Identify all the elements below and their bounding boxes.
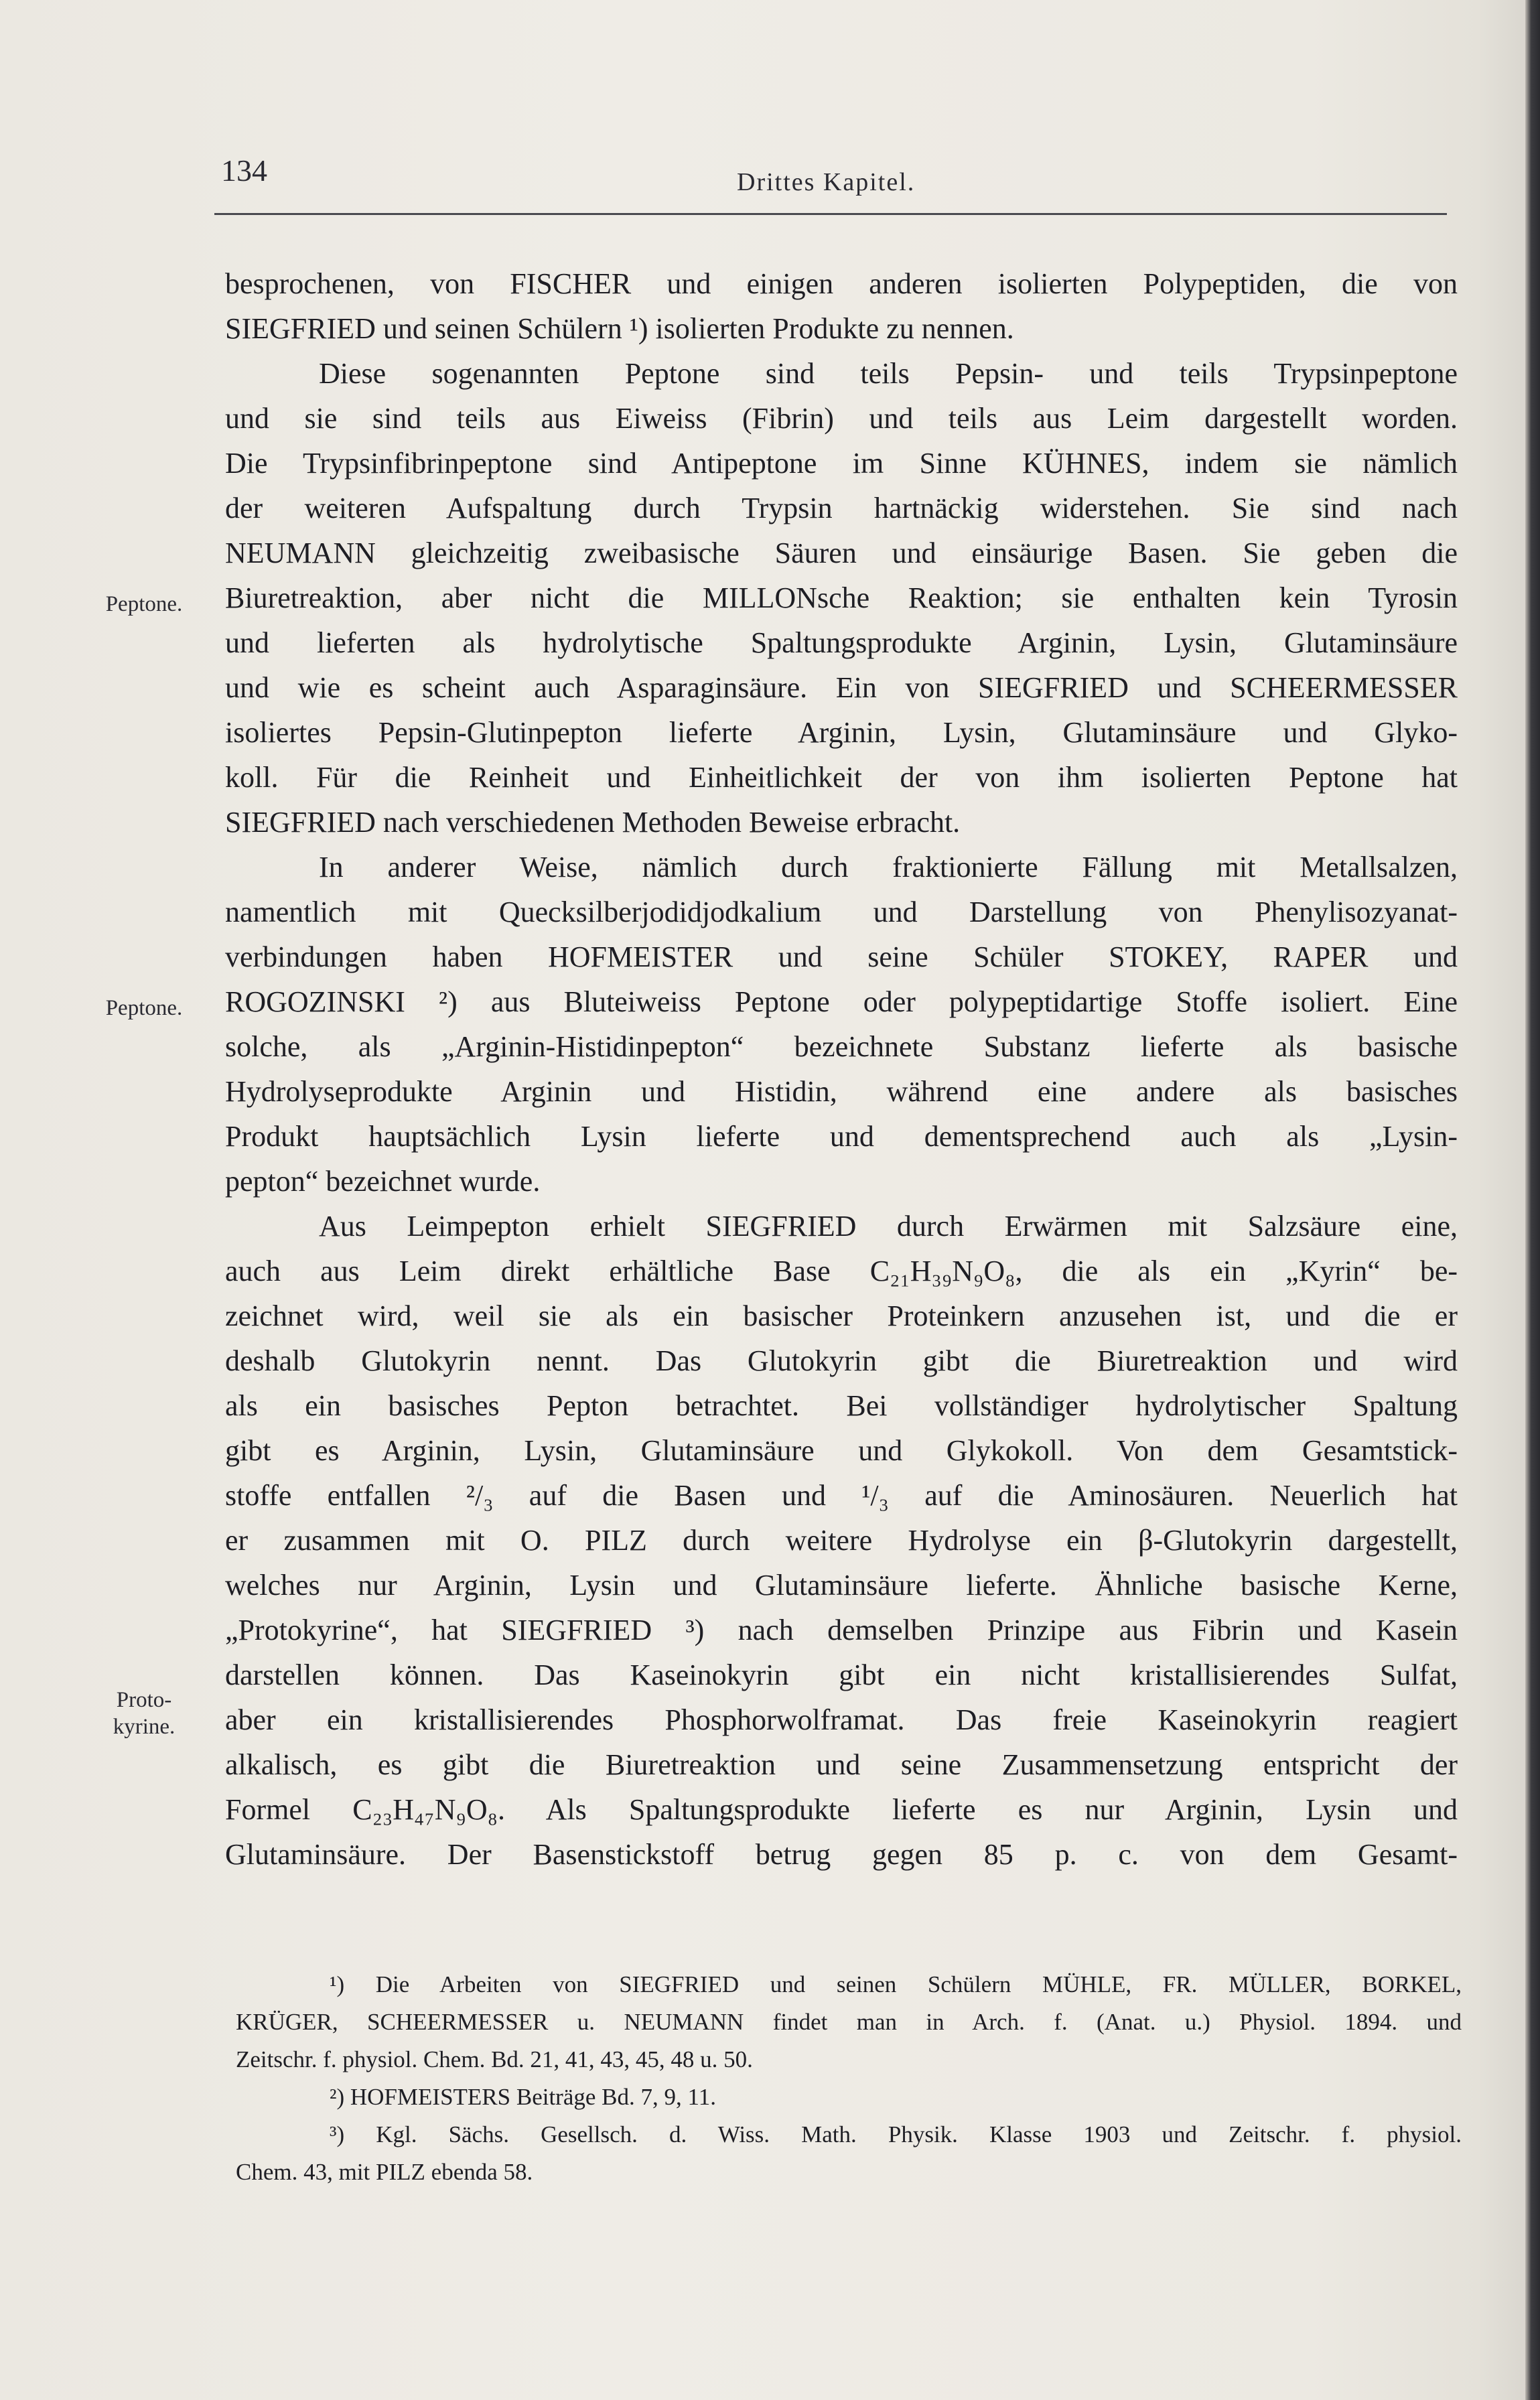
footnote-line: ¹) Die Arbeiten von SIEGFRIED und seinen Schülern MÜHLE, FR. MÜLLER, BORKEL, xyxy=(330,1971,1462,1997)
body-line: isoliertes Pepsin-Glutinpepton lieferte Arginin, Lysin, Glutaminsäure und Glyko- xyxy=(225,716,1458,749)
body-line: SIEGFRIED nach verschiedenen Methoden Beweise erbracht. xyxy=(225,806,961,839)
footnote-line: KRÜGER, SCHEERMESSER u. NEUMANN findet man in Arch. f. (Anat. u.) Physiol. 1894. und xyxy=(236,2009,1462,2035)
page-number: 134 xyxy=(221,153,267,188)
page-edge-shadow xyxy=(1525,0,1540,2400)
margin-note-protokyrine: Proto- kyrine. xyxy=(113,1688,176,1739)
body-line: pepton“ bezeichnet wurde. xyxy=(225,1165,541,1198)
body-line: koll. Für die Reinheit und Einheitlichkeit der von ihm isolierten Peptone hat xyxy=(225,761,1458,794)
body-line: „Protokyrine“, hat SIEGFRIED ³) nach demselben Prinzipe aus Fibrin und Kasein xyxy=(225,1614,1458,1646)
header-rule xyxy=(214,213,1447,215)
body-line: ROGOZINSKI ²) aus Bluteiweiss Peptone oder polypeptidartige Stoffe isoliert. Eine xyxy=(225,985,1458,1018)
body-line: der weiteren Aufspaltung durch Trypsin hartnäckig widerstehen. Sie sind nach xyxy=(225,492,1458,524)
body-line: besprochenen, von FISCHER und einigen anderen isolierten Polypeptiden, die von xyxy=(225,267,1458,300)
body-line: Produkt hauptsächlich Lysin lieferte und dementsprechend auch als „Lysin- xyxy=(225,1120,1458,1153)
body-line: Glutaminsäure. Der Basenstickstoff betrug gegen 85 p. c. von dem Gesamt- xyxy=(225,1838,1458,1871)
body-line: stoffe entfallen ²/₃ auf die Basen und ¹/₃ auf die Aminosäuren. Neuerlich hat xyxy=(225,1479,1458,1512)
body-line: Biuretreaktion, aber nicht die MILLONsche Reaktion; sie enthalten kein Tyrosin xyxy=(225,581,1458,614)
body-line: als ein basisches Pepton betrachtet. Bei vollständiger hydrolytischer Spaltung xyxy=(225,1389,1458,1422)
body-line: und sie sind teils aus Eiweiss (Fibrin) und teils aus Leim dargestellt worden. xyxy=(225,402,1458,435)
body-line: darstellen können. Das Kaseinokyrin gibt ein nicht kristallisierendes Sulfat, xyxy=(225,1658,1458,1691)
body-line: verbindungen haben HOFMEISTER und seine Schüler STOKEY, RAPER und xyxy=(225,940,1458,973)
footnote-line: Zeitschr. f. physiol. Chem. Bd. 21, 41, 43, 45, 48 u. 50. xyxy=(236,2046,753,2072)
footnotes xyxy=(236,1966,1462,2191)
body-line: NEUMANN gleichzeitig zweibasische Säuren und einsäurige Basen. Sie geben die xyxy=(225,537,1458,569)
running-title: Drittes Kapitel. xyxy=(737,168,916,196)
body-line: zeichnet wird, weil sie als ein basischer Proteinkern anzusehen ist, und die er xyxy=(225,1299,1458,1332)
margin-note-peptone-1: Peptone. xyxy=(105,592,183,616)
body-text xyxy=(225,261,1458,1877)
footnote-line: Chem. 43, mit PILZ ebenda 58. xyxy=(236,2159,533,2185)
body-line: auch aus Leim direkt erhältliche Base C₂₁H₃₉N₉O₈, die als ein „Kyrin“ be- xyxy=(225,1255,1458,1287)
body-line: und lieferten als hydrolytische Spaltungsprodukte Arginin, Lysin, Glutaminsäure xyxy=(225,626,1458,659)
body-line: Aus Leimpepton erhielt SIEGFRIED durch Erwärmen mit Salzsäure eine, xyxy=(319,1210,1458,1243)
body-line: Hydrolyseprodukte Arginin und Histidin, während eine andere als basisches xyxy=(225,1075,1458,1108)
body-line: solche, als „Arginin-Histidinpepton“ bezeichnete Substanz lieferte als basische xyxy=(225,1030,1458,1063)
footnote-line: ²) HOFMEISTERS Beiträge Bd. 7, 9, 11. xyxy=(330,2084,716,2110)
body-line: welches nur Arginin, Lysin und Glutaminsäure lieferte. Ähnliche basische Kerne, xyxy=(225,1569,1458,1602)
body-line: alkalisch, es gibt die Biuretreaktion und seine Zusammensetzung entspricht der xyxy=(225,1748,1458,1781)
body-line: er zusammen mit O. PILZ durch weitere Hydrolyse ein β-Glutokyrin dargestellt, xyxy=(225,1524,1458,1557)
footnote-line: ³) Kgl. Sächs. Gesellsch. d. Wiss. Math. Physik. Klasse 1903 und Zeitschr. f. physiol. xyxy=(330,2121,1462,2147)
body-line: In anderer Weise, nämlich durch fraktionierte Fällung mit Metallsalzen, xyxy=(319,851,1458,884)
body-line: und wie es scheint auch Asparaginsäure. Ein von SIEGFRIED und SCHEERMESSER xyxy=(225,671,1458,704)
body-line: aber ein kristallisierendes Phosphorwolframat. Das freie Kaseinokyrin reagiert xyxy=(225,1703,1458,1736)
body-line: namentlich mit Quecksilberjodidjodkalium und Darstellung von Phenylisozyanat- xyxy=(225,896,1458,928)
body-line: Die Trypsinfibrinpeptone sind Antipeptone im Sinne KÜHNES, indem sie nämlich xyxy=(225,447,1458,480)
body-line: SIEGFRIED und seinen Schülern ¹) isolierten Produkte zu nennen. xyxy=(225,312,1014,345)
margin-note-peptone-2: Peptone. xyxy=(105,996,183,1020)
body-line: Formel C₂₃H₄₇N₉O₈. Als Spaltungsprodukte lieferte es nur Arginin, Lysin und xyxy=(225,1793,1458,1826)
body-line: gibt es Arginin, Lysin, Glutaminsäure und Glykokoll. Von dem Gesamtstick- xyxy=(225,1434,1458,1467)
body-line: Diese sogenannten Peptone sind teils Pepsin- und teils Trypsinpeptone xyxy=(319,357,1458,390)
body-line: deshalb Glutokyrin nennt. Das Glutokyrin gibt die Biuretreaktion und wird xyxy=(225,1344,1458,1377)
